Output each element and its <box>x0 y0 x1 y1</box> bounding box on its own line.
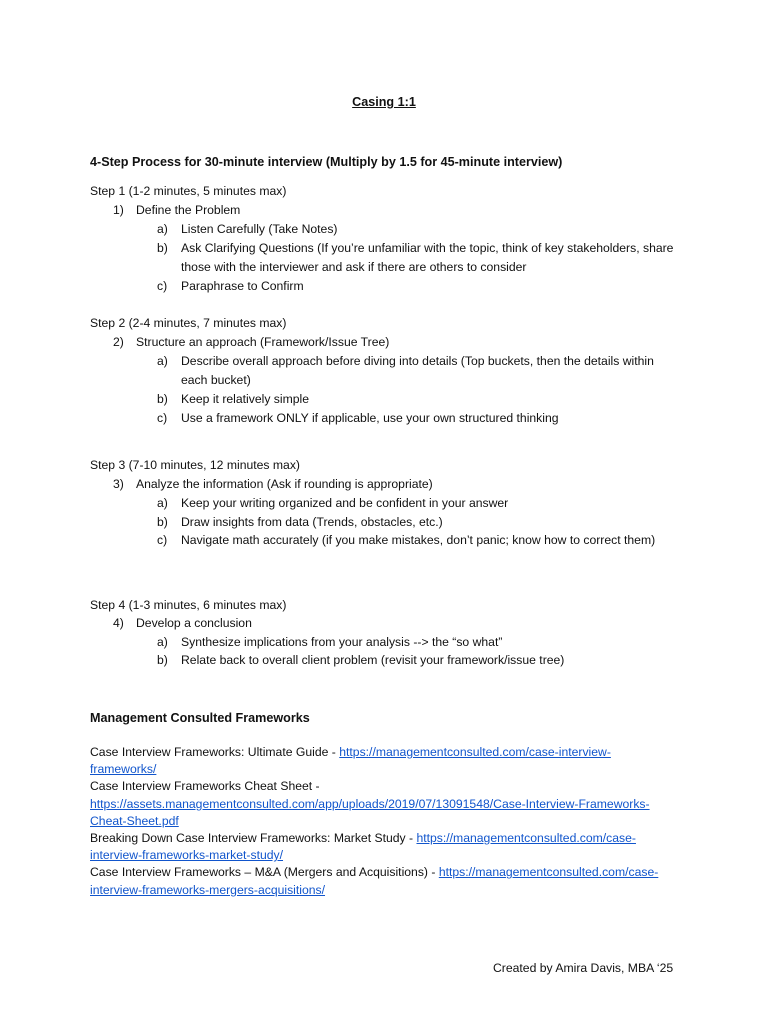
item-text: Describe overall approach before diving into details (Top buckets, then the details within each bucket) <box>181 354 654 387</box>
item-marker: c) <box>157 411 168 425</box>
step-label: Step 4 (1-3 minutes, 6 minutes max) <box>90 598 287 612</box>
reference-link[interactable]: https://assets.managementconsulted.com/app/uploads/2019/07/13091548/Case-Interview-Frameworks-Cheat-Sheet.pdf <box>90 796 650 828</box>
item-marker: a) <box>157 496 168 510</box>
item-marker: a) <box>157 354 168 368</box>
reference-list <box>90 744 675 899</box>
reference-title: Case Interview Frameworks – M&A (Mergers and Acquisitions) - <box>90 865 439 880</box>
step-number: 1) <box>113 203 124 217</box>
step-label: Step 2 (2-4 minutes, 7 minutes max) <box>90 316 287 330</box>
item-text: Relate back to overall client problem (revisit your framework/issue tree) <box>181 653 565 667</box>
reference-title: Case Interview Frameworks: Ultimate Guide - <box>90 745 340 759</box>
item-marker: b) <box>157 241 168 255</box>
step-name: Define the Problem <box>136 203 241 217</box>
frameworks-heading: Management Consulted Frameworks <box>90 711 310 725</box>
step-number: 3) <box>113 477 124 491</box>
step-name: Structure an approach (Framework/Issue Tree) <box>136 335 390 349</box>
item-marker: c) <box>157 279 168 293</box>
item-text: Navigate math accurately (if you make mistakes, don’t panic; know how to correct them) <box>181 533 656 547</box>
reference-link[interactable]: https://managementconsulted.com/case-interview-frameworks/ <box>90 745 611 777</box>
item-text: Synthesize implications from your analysis --> the “so what” <box>181 635 503 649</box>
reference-link[interactable]: https://managementconsulted.com/case-interview-frameworks-mergers-acquisitions/ <box>90 865 659 897</box>
reference-item <box>90 744 675 778</box>
item-marker: b) <box>157 515 168 529</box>
step-name: Analyze the information (Ask if rounding is appropriate) <box>136 477 433 491</box>
reference-title: Case Interview Frameworks Cheat Sheet - <box>90 779 320 794</box>
item-text: Keep your writing organized and be confident in your answer <box>181 496 509 510</box>
step-number: 2) <box>113 335 124 349</box>
item-text: Listen Carefully (Take Notes) <box>181 222 338 236</box>
footer-credit: Created by Amira Davis, MBA ‘25 <box>493 961 674 975</box>
step-label: Step 3 (7-10 minutes, 12 minutes max) <box>90 458 300 472</box>
page-title: Casing 1:1 <box>352 95 416 109</box>
process-heading: 4-Step Process for 30-minute interview (Multiply by 1.5 for 45-minute interview) <box>90 155 563 169</box>
item-text: Use a framework ONLY if applicable, use your own structured thinking <box>181 411 559 425</box>
step-name: Develop a conclusion <box>136 616 252 630</box>
item-marker: a) <box>157 635 168 649</box>
item-marker: a) <box>157 222 168 236</box>
step-label: Step 1 (1-2 minutes, 5 minutes max) <box>90 184 287 198</box>
item-text: Draw insights from data (Trends, obstacles, etc.) <box>181 515 443 529</box>
item-marker: b) <box>157 653 168 667</box>
reference-item <box>90 778 675 830</box>
reference-link[interactable]: https://managementconsulted.com/case-interview-frameworks-market-study/ <box>90 831 636 863</box>
item-text: Keep it relatively simple <box>181 392 310 406</box>
reference-item <box>90 830 675 864</box>
reference-title: Breaking Down Case Interview Frameworks: Market Study - <box>90 831 417 846</box>
step-number: 4) <box>113 616 124 630</box>
item-marker: b) <box>157 392 168 406</box>
reference-item <box>90 864 675 898</box>
item-marker: c) <box>157 533 168 547</box>
item-text: Ask Clarifying Questions (If you’re unfamiliar with the topic, think of key stakeholders, share those with the interviewer and ask if there are others to consider <box>181 241 674 274</box>
item-text: Paraphrase to Confirm <box>181 279 304 293</box>
